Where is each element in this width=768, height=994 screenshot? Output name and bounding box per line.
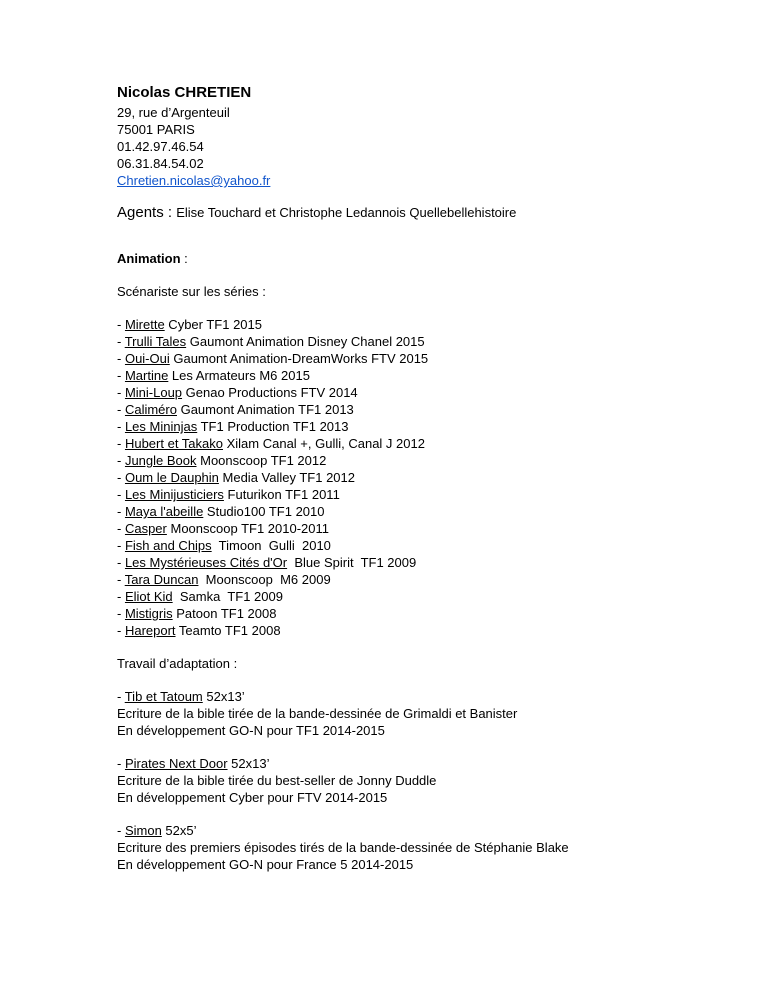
series-item: - Hareport Teamto TF1 2008	[117, 623, 281, 638]
series-title: Tara Duncan	[124, 572, 199, 587]
series-title: Hareport	[124, 623, 176, 638]
series-detail: Samka TF1 2009	[172, 589, 283, 604]
series-item: - Mini-Loup Genao Productions FTV 2014	[117, 385, 358, 400]
series-item: - Les Mystérieuses Cités d'Or Blue Spirit TF1 2009	[117, 555, 417, 570]
agents-separator: :	[163, 204, 177, 221]
series-item: - Tara Duncan Moonscoop M6 2009	[117, 572, 331, 587]
series-title: Mirette	[124, 317, 165, 332]
series-item: - Jungle Book Moonscoop TF1 2012	[117, 453, 327, 468]
series-detail: Gaumont Animation TF1 2013	[176, 402, 354, 417]
animation-heading-label: Animation	[117, 251, 181, 266]
series-item: - Les Mininjas TF1 Production TF1 2013	[117, 419, 349, 434]
author-name: Nicolas CHRETIEN	[117, 84, 252, 101]
adaptation-status: En développement GO-N pour TF1 2014-2015	[117, 723, 385, 738]
agents-label: Agents	[117, 204, 164, 221]
adaptation-entry	[117, 755, 737, 806]
email-link[interactable]: Chretien.nicolas@yahoo.fr	[117, 173, 271, 188]
cv-content	[117, 83, 737, 873]
series-title: Oui-Oui	[124, 351, 170, 366]
series-title: Maya l'abeille	[124, 504, 204, 519]
series-item: - Les Minijusticiers Futurikon TF1 2011	[117, 487, 340, 502]
series-title: Les Mystérieuses Cités d'Or	[124, 555, 288, 570]
agents-value: Elise Touchard et Christophe Ledannois Quellebellehistoire	[176, 205, 517, 220]
adaptation-entry	[117, 688, 737, 739]
contact-block	[117, 83, 737, 189]
series-item: - Mistigris Patoon TF1 2008	[117, 606, 277, 621]
series-detail: Moonscoop M6 2009	[198, 572, 331, 587]
adaptation-format: 52x5’	[161, 823, 197, 838]
series-detail: Studio100 TF1 2010	[203, 504, 325, 519]
series-item: - Oum le Dauphin Media Valley TF1 2012	[117, 470, 355, 485]
series-title: Trulli Tales	[124, 334, 187, 349]
series-detail: Futurikon TF1 2011	[223, 487, 340, 502]
series-item: - Maya l'abeille Studio100 TF1 2010	[117, 504, 325, 519]
phone-landline: 01.42.97.46.54	[117, 139, 204, 154]
series-detail: Gaumont Animation-DreamWorks FTV 2015	[169, 351, 429, 366]
adaptation-title: Tib et Tatoum	[124, 689, 203, 704]
series-item: - Mirette Cyber TF1 2015	[117, 317, 262, 332]
animation-heading	[117, 250, 737, 267]
adaptation-title: Simon	[124, 823, 162, 838]
adaptation-title: Pirates Next Door	[124, 756, 228, 771]
series-detail: Gaumont Animation Disney Chanel 2015	[186, 334, 425, 349]
series-title: Fish and Chips	[124, 538, 212, 553]
series-detail: Genao Productions FTV 2014	[182, 385, 358, 400]
series-item: - Oui-Oui Gaumont Animation-DreamWorks FTV 2015	[117, 351, 429, 366]
animation-heading-suffix: :	[180, 251, 188, 266]
series-item: - Casper Moonscoop TF1 2010-2011	[117, 521, 330, 536]
adaptation-title-line: - Tib et Tatoum 52x13’	[117, 689, 245, 704]
series-title: Mini-Loup	[124, 385, 183, 400]
series-title: Hubert et Takako	[124, 436, 223, 451]
address-line-2: 75001 PARIS	[117, 122, 195, 137]
series-title: Les Mininjas	[124, 419, 198, 434]
adaptation-description: Ecriture de la bible tirée du best-seller de Jonny Duddle	[117, 773, 437, 788]
adaptation-intro: Travail d’adaptation :	[117, 656, 238, 671]
series-item: - Hubert et Takako Xilam Canal +, Gulli, Canal J 2012	[117, 436, 425, 451]
series-title: Les Minijusticiers	[124, 487, 224, 502]
adaptation-status: En développement GO-N pour France 5 2014-2015	[117, 857, 414, 872]
series-title: Eliot Kid	[124, 589, 173, 604]
series-detail: Patoon TF1 2008	[172, 606, 277, 621]
series-title: Mistigris	[124, 606, 173, 621]
series-item: - Eliot Kid Samka TF1 2009	[117, 589, 283, 604]
adaptation-format: 52x13’	[202, 689, 245, 704]
adaptation-description: Ecriture de la bible tirée de la bande-dessinée de Grimaldi et Banister	[117, 706, 518, 721]
series-title: Casper	[124, 521, 167, 536]
series-item: - Martine Les Armateurs M6 2015	[117, 368, 310, 383]
series-detail: Les Armateurs M6 2015	[168, 368, 310, 383]
series-item: - Caliméro Gaumont Animation TF1 2013	[117, 402, 354, 417]
series-detail: Xilam Canal +, Gulli, Canal J 2012	[223, 436, 425, 451]
series-list	[117, 316, 737, 639]
series-detail: Cyber TF1 2015	[164, 317, 262, 332]
series-item: - Fish and Chips Timoon Gulli 2010	[117, 538, 331, 553]
series-detail: Teamto TF1 2008	[175, 623, 281, 638]
adaptation-status: En développement Cyber pour FTV 2014-2015	[117, 790, 388, 805]
adaptation-title-line: - Simon 52x5’	[117, 823, 197, 838]
phone-mobile: 06.31.84.54.02	[117, 156, 204, 171]
series-title: Oum le Dauphin	[124, 470, 219, 485]
series-title: Martine	[124, 368, 169, 383]
adaptation-description: Ecriture des premiers épisodes tirés de la bande-dessinée de Stéphanie Blake	[117, 840, 569, 855]
adaptation-title-line: - Pirates Next Door 52x13’	[117, 756, 270, 771]
series-detail: Moonscoop TF1 2012	[196, 453, 327, 468]
adaptation-format: 52x13’	[227, 756, 270, 771]
series-item: - Trulli Tales Gaumont Animation Disney Chanel 2015	[117, 334, 425, 349]
series-detail: Timoon Gulli 2010	[211, 538, 331, 553]
series-detail: Moonscoop TF1 2010-2011	[166, 521, 330, 536]
series-title: Jungle Book	[124, 453, 197, 468]
series-intro: Scénariste sur les séries :	[117, 284, 266, 299]
agents-row	[117, 204, 737, 221]
series-detail: Blue Spirit TF1 2009	[287, 555, 417, 570]
series-detail: TF1 Production TF1 2013	[197, 419, 349, 434]
series-detail: Media Valley TF1 2012	[218, 470, 355, 485]
series-title: Caliméro	[124, 402, 177, 417]
address-line-1: 29, rue d’Argenteuil	[117, 105, 230, 120]
adaptation-entry	[117, 822, 737, 873]
